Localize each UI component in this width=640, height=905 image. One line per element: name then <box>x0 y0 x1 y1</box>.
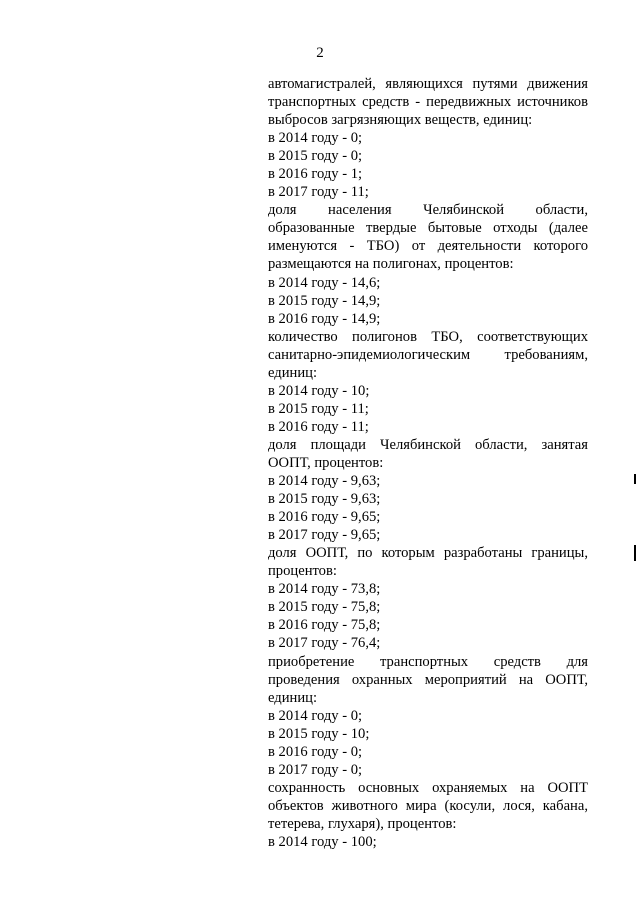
year-value-line: в 2014 году - 100; <box>268 833 377 850</box>
year-value-line: в 2014 году - 10; <box>268 382 370 399</box>
document-body <box>268 75 588 851</box>
indicator-paragraph: приобретение транспортных средств для проведения охранных мероприятий на ООПТ, единиц: <box>268 653 588 706</box>
year-value-line: в 2017 году - 0; <box>268 761 363 778</box>
year-value-line: в 2015 году - 14,9; <box>268 292 381 309</box>
indicator-paragraph: доля ООПТ, по которым разработаны границы, процентов: <box>268 545 588 580</box>
year-value-line: в 2015 году - 9,63; <box>268 491 381 508</box>
indicator-paragraph: автомагистралей, являющихся путями движения транспортных средств - передвижных источников выбросов загрязняющих веществ, единиц: <box>268 76 588 129</box>
year-value-line: в 2016 году - 11; <box>268 418 369 435</box>
year-value-line: в 2016 году - 75,8; <box>268 617 381 634</box>
year-value-line: в 2015 году - 75,8; <box>268 599 381 616</box>
indicator-paragraph: количество полигонов ТБО, соответствующих санитарно-эпидемиологическим требованиям, единиц: <box>268 328 588 381</box>
year-value-line: в 2017 году - 11; <box>268 184 369 201</box>
year-value-line: в 2017 году - 9,65; <box>268 527 381 544</box>
scan-edge-mark <box>634 545 636 561</box>
year-value-line: в 2014 году - 0; <box>268 130 363 147</box>
year-value-line: в 2014 году - 73,8; <box>268 581 381 598</box>
indicator-paragraph: доля площади Челябинской области, занятая ООПТ, процентов: <box>268 436 588 471</box>
year-value-line: в 2015 году - 11; <box>268 400 369 417</box>
year-value-line: в 2017 году - 76,4; <box>268 635 381 652</box>
page-number: 2 <box>316 45 324 61</box>
indicator-paragraph: сохранность основных охраняемых на ООПТ объектов животного мира (косули, лося, кабана, тетерева, глухаря), процентов: <box>268 779 588 832</box>
year-value-line: в 2015 году - 0; <box>268 148 363 165</box>
year-value-line: в 2014 году - 14,6; <box>268 274 381 291</box>
year-value-line: в 2014 году - 9,63; <box>268 473 381 490</box>
year-value-line: в 2015 году - 10; <box>268 725 370 742</box>
year-value-line: в 2016 году - 1; <box>268 166 363 183</box>
indicator-paragraph: доля населения Челябинской области, образованные твердые бытовые отходы (далее именуются - ТБО) от деятельности которого размещаются на полигонах, процентов: <box>268 202 588 273</box>
year-value-line: в 2016 году - 14,9; <box>268 310 381 327</box>
year-value-line: в 2014 году - 0; <box>268 707 363 724</box>
scan-edge-mark <box>634 474 636 484</box>
year-value-line: в 2016 году - 9,65; <box>268 509 381 526</box>
year-value-line: в 2016 году - 0; <box>268 743 363 760</box>
